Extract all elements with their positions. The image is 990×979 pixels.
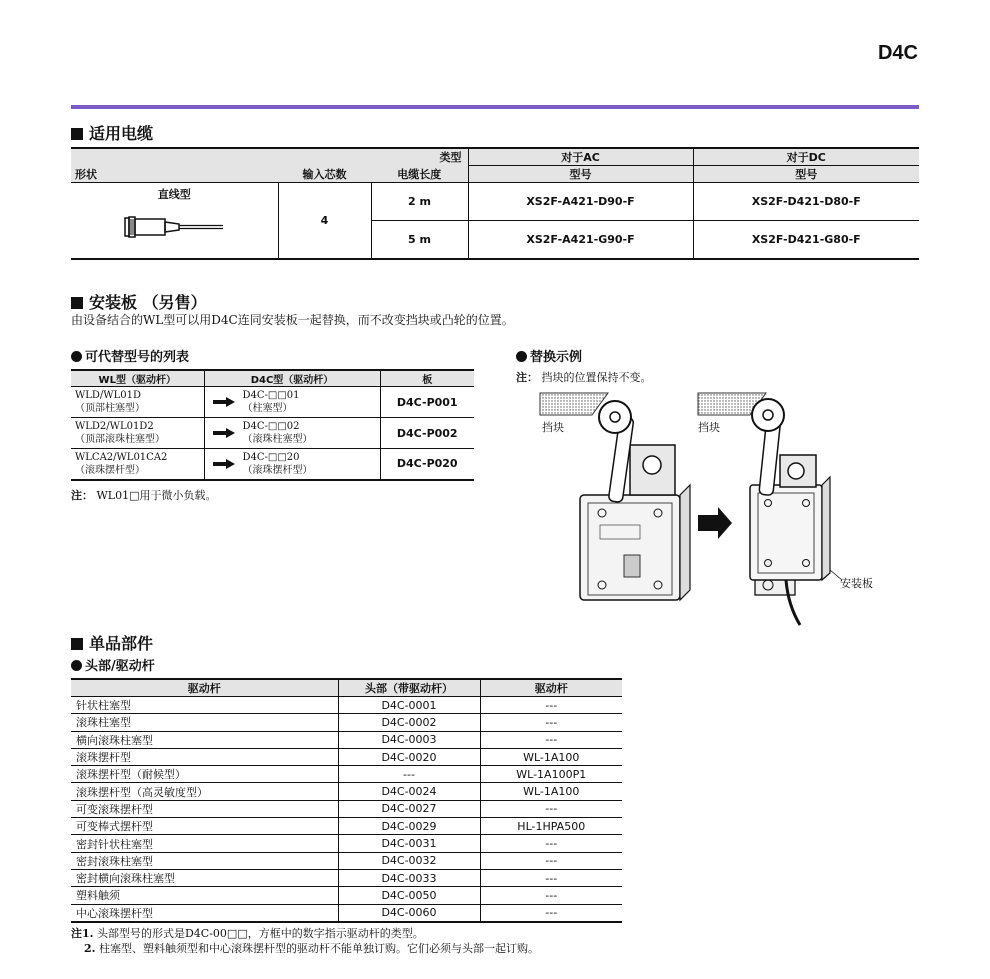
parts-subheading-text: 头部/驱动杆	[85, 659, 155, 674]
mount-heading	[71, 290, 207, 313]
repl-wl-type: （顶部柱塞型）	[75, 403, 145, 414]
cable-heading-text: 适用电缆	[89, 124, 154, 143]
cable-model-dc-cell: XS2F-D421-G80-F	[693, 221, 919, 259]
cable-model-ac-cell: XS2F-A421-D90-F	[468, 183, 693, 221]
parts-name-cell: 滚珠摆杆型（高灵敏度型）	[71, 783, 338, 800]
parts-row	[71, 697, 622, 714]
example-note	[516, 369, 652, 385]
parts-row	[71, 818, 622, 835]
label-stopper-left: 挡块	[542, 421, 564, 434]
parts-head-cell: D4C-0033	[338, 869, 480, 886]
replacement-note-label: 注：	[71, 489, 93, 502]
cable-heading	[71, 121, 153, 144]
cable-header-ac: 对于AC	[468, 148, 693, 166]
circle-bullet-icon	[71, 660, 82, 671]
parts-header-head: 头部（带驱动杆）	[338, 679, 480, 697]
parts-name-cell: 中心滚珠摆杆型	[71, 904, 338, 922]
repl-wl-type: （顶部滚珠柱塞型）	[75, 434, 165, 445]
repl-header-wl: WL型（驱动杆）	[71, 370, 204, 387]
cable-header-model-ac: 型号	[468, 166, 693, 183]
parts-note-1-text: 头部型号的形式是D4C-00□□，方框中的数字指示驱动杆的类型。	[96, 927, 424, 940]
repl-d4c-cell	[204, 418, 380, 449]
example-heading	[516, 346, 582, 365]
repl-wl-model: WLD/WL01D	[75, 390, 141, 401]
cable-header-shape: 形状	[71, 166, 278, 183]
repl-header-d4c: D4C型（驱动杆）	[204, 370, 380, 387]
parts-row	[71, 766, 622, 783]
repl-wl-model: WLD2/WL01D2	[75, 421, 154, 432]
right-arrow-icon	[213, 459, 235, 469]
parts-head-cell: ---	[338, 766, 480, 783]
repl-d4c-model: D4C-□□01	[242, 390, 300, 401]
parts-actuator-cell: WL-1A100P1	[480, 766, 622, 783]
parts-row	[71, 887, 622, 904]
cable-header-dc: 对于DC	[693, 148, 919, 166]
parts-head-cell: D4C-0002	[338, 714, 480, 731]
parts-head-cell: D4C-0003	[338, 731, 480, 748]
parts-name-cell: 塑料触须	[71, 887, 338, 904]
parts-name-cell: 可变滚珠摆杆型	[71, 800, 338, 817]
parts-actuator-cell: ---	[480, 904, 622, 922]
replacement-note-text: WL01□用于微小负载。	[96, 489, 217, 502]
repl-d4c-cell	[204, 449, 380, 480]
repl-wl-cell	[71, 387, 204, 418]
replacement-note	[71, 487, 217, 503]
repl-d4c-cell	[204, 387, 380, 418]
parts-name-cell: 可变棒式摆杆型	[71, 818, 338, 835]
repl-wl-cell	[71, 449, 204, 480]
parts-row	[71, 800, 622, 817]
cable-header-type: 类型	[71, 148, 468, 166]
repl-d4c-type: （滚珠摆杆型）	[242, 464, 313, 476]
parts-table	[71, 678, 622, 923]
parts-subheading	[71, 655, 155, 674]
parts-head-cell: D4C-0050	[338, 887, 480, 904]
page-model-title: D4C	[877, 42, 918, 64]
square-bullet-icon	[71, 638, 83, 650]
label-mounting-plate: 安装板	[840, 577, 873, 590]
parts-head-cell: D4C-0020	[338, 748, 480, 765]
parts-actuator-cell: WL-1A100	[480, 748, 622, 765]
parts-head-cell: D4C-0027	[338, 800, 480, 817]
label-stopper-right: 挡块	[698, 421, 720, 434]
repl-plate-cell: D4C-P020	[380, 449, 474, 480]
parts-name-cell: 滚珠柱塞型	[71, 714, 338, 731]
repl-wl-model: WLCA2/WL01CA2	[75, 451, 168, 463]
replacement-heading	[71, 346, 189, 365]
parts-note-2-label: 2.	[84, 942, 96, 955]
parts-note-2	[84, 940, 539, 956]
example-note-label: 注：	[516, 371, 538, 384]
repl-d4c-model: D4C-□□02	[242, 421, 300, 432]
parts-heading-text: 单品部件	[89, 634, 154, 653]
parts-name-cell: 横向滚珠柱塞型	[71, 731, 338, 748]
replacement-heading-text: 可代替型号的列表	[85, 350, 190, 365]
cable-length-cell: 2 m	[371, 183, 468, 221]
parts-name-cell: 滚珠摆杆型（耐候型）	[71, 766, 338, 783]
cable-cores-cell: 4	[278, 183, 371, 259]
example-note-text: 挡块的位置保持不变。	[541, 371, 652, 384]
circle-bullet-icon	[516, 351, 527, 362]
parts-head-cell: D4C-0024	[338, 783, 480, 800]
parts-row	[71, 714, 622, 731]
parts-actuator-cell: WL-1A100	[480, 783, 622, 800]
cable-model-dc-cell: XS2F-D421-D80-F	[693, 183, 919, 221]
mount-description: 由设备结合的WL型可以用D4C连同安装板一起替换，而不改变挡块或凸轮的位置。	[71, 313, 514, 327]
repl-d4c-type: （滚珠柱塞型）	[242, 434, 313, 445]
parts-row	[71, 852, 622, 869]
parts-note-2-text: 柱塞型、塑料触须型和中心滚珠摆杆型的驱动杆不能单独订购。它们必须与头部一起订购。	[98, 942, 539, 955]
parts-head-cell: D4C-0001	[338, 697, 480, 714]
repl-d4c-model: D4C-□□20	[242, 451, 300, 463]
cable-shape-cell	[71, 183, 278, 259]
parts-row	[71, 904, 622, 922]
parts-name-cell: 密封针状柱塞型	[71, 835, 338, 852]
parts-row	[71, 869, 622, 886]
parts-actuator-cell: ---	[480, 731, 622, 748]
cable-length-cell: 5 m	[371, 221, 468, 259]
parts-actuator-cell: ---	[480, 800, 622, 817]
parts-row	[71, 731, 622, 748]
straight-connector-icon	[119, 212, 229, 242]
cable-shape-name: 直线型	[157, 188, 191, 201]
repl-d4c-type: （柱塞型）	[242, 403, 293, 414]
cable-header-length: 电缆长度	[371, 166, 468, 183]
cable-model-ac-cell: XS2F-A421-G90-F	[468, 221, 693, 259]
example-heading-text: 替换示例	[530, 350, 583, 365]
parts-name-cell: 密封横向滚珠柱塞型	[71, 869, 338, 886]
parts-header-lever: 驱动杆	[71, 679, 338, 697]
parts-actuator-cell: ---	[480, 887, 622, 904]
repl-wl-type: （滚珠摆杆型）	[75, 464, 145, 476]
parts-name-cell: 密封滚珠柱塞型	[71, 852, 338, 869]
right-arrow-icon	[213, 428, 235, 438]
parts-actuator-cell: HL-1HPA500	[480, 818, 622, 835]
parts-actuator-cell: ---	[480, 869, 622, 886]
square-bullet-icon	[71, 128, 83, 140]
repl-wl-cell	[71, 418, 204, 449]
parts-actuator-cell: ---	[480, 852, 622, 869]
right-arrow-icon	[213, 397, 235, 407]
repl-header-plate: 板	[380, 370, 474, 387]
parts-head-cell: D4C-0031	[338, 835, 480, 852]
parts-heading	[71, 631, 153, 654]
parts-row	[71, 748, 622, 765]
cable-header-cores: 输入芯数	[278, 166, 371, 183]
cable-header-model-dc: 型号	[693, 166, 919, 183]
parts-head-cell: D4C-0060	[338, 904, 480, 922]
parts-note-1	[71, 925, 424, 941]
parts-actuator-cell: ---	[480, 697, 622, 714]
parts-actuator-cell: ---	[480, 714, 622, 731]
mount-heading-text: 安装板 （另售）	[89, 293, 207, 312]
replacement-table	[71, 369, 474, 481]
repl-plate-cell: D4C-P001	[380, 387, 474, 418]
circle-bullet-icon	[71, 351, 82, 362]
parts-row	[71, 835, 622, 852]
parts-actuator-cell: ---	[480, 835, 622, 852]
parts-header-actuator: 驱动杆	[480, 679, 622, 697]
square-bullet-icon	[71, 297, 83, 309]
parts-head-cell: D4C-0032	[338, 852, 480, 869]
parts-head-cell: D4C-0029	[338, 818, 480, 835]
repl-plate-cell: D4C-P002	[380, 418, 474, 449]
parts-name-cell: 滚珠摆杆型	[71, 748, 338, 765]
parts-row	[71, 783, 622, 800]
accent-rule	[71, 105, 919, 109]
parts-note-1-label: 注1.	[71, 927, 94, 940]
parts-name-cell: 针状柱塞型	[71, 697, 338, 714]
cable-table	[71, 147, 919, 260]
